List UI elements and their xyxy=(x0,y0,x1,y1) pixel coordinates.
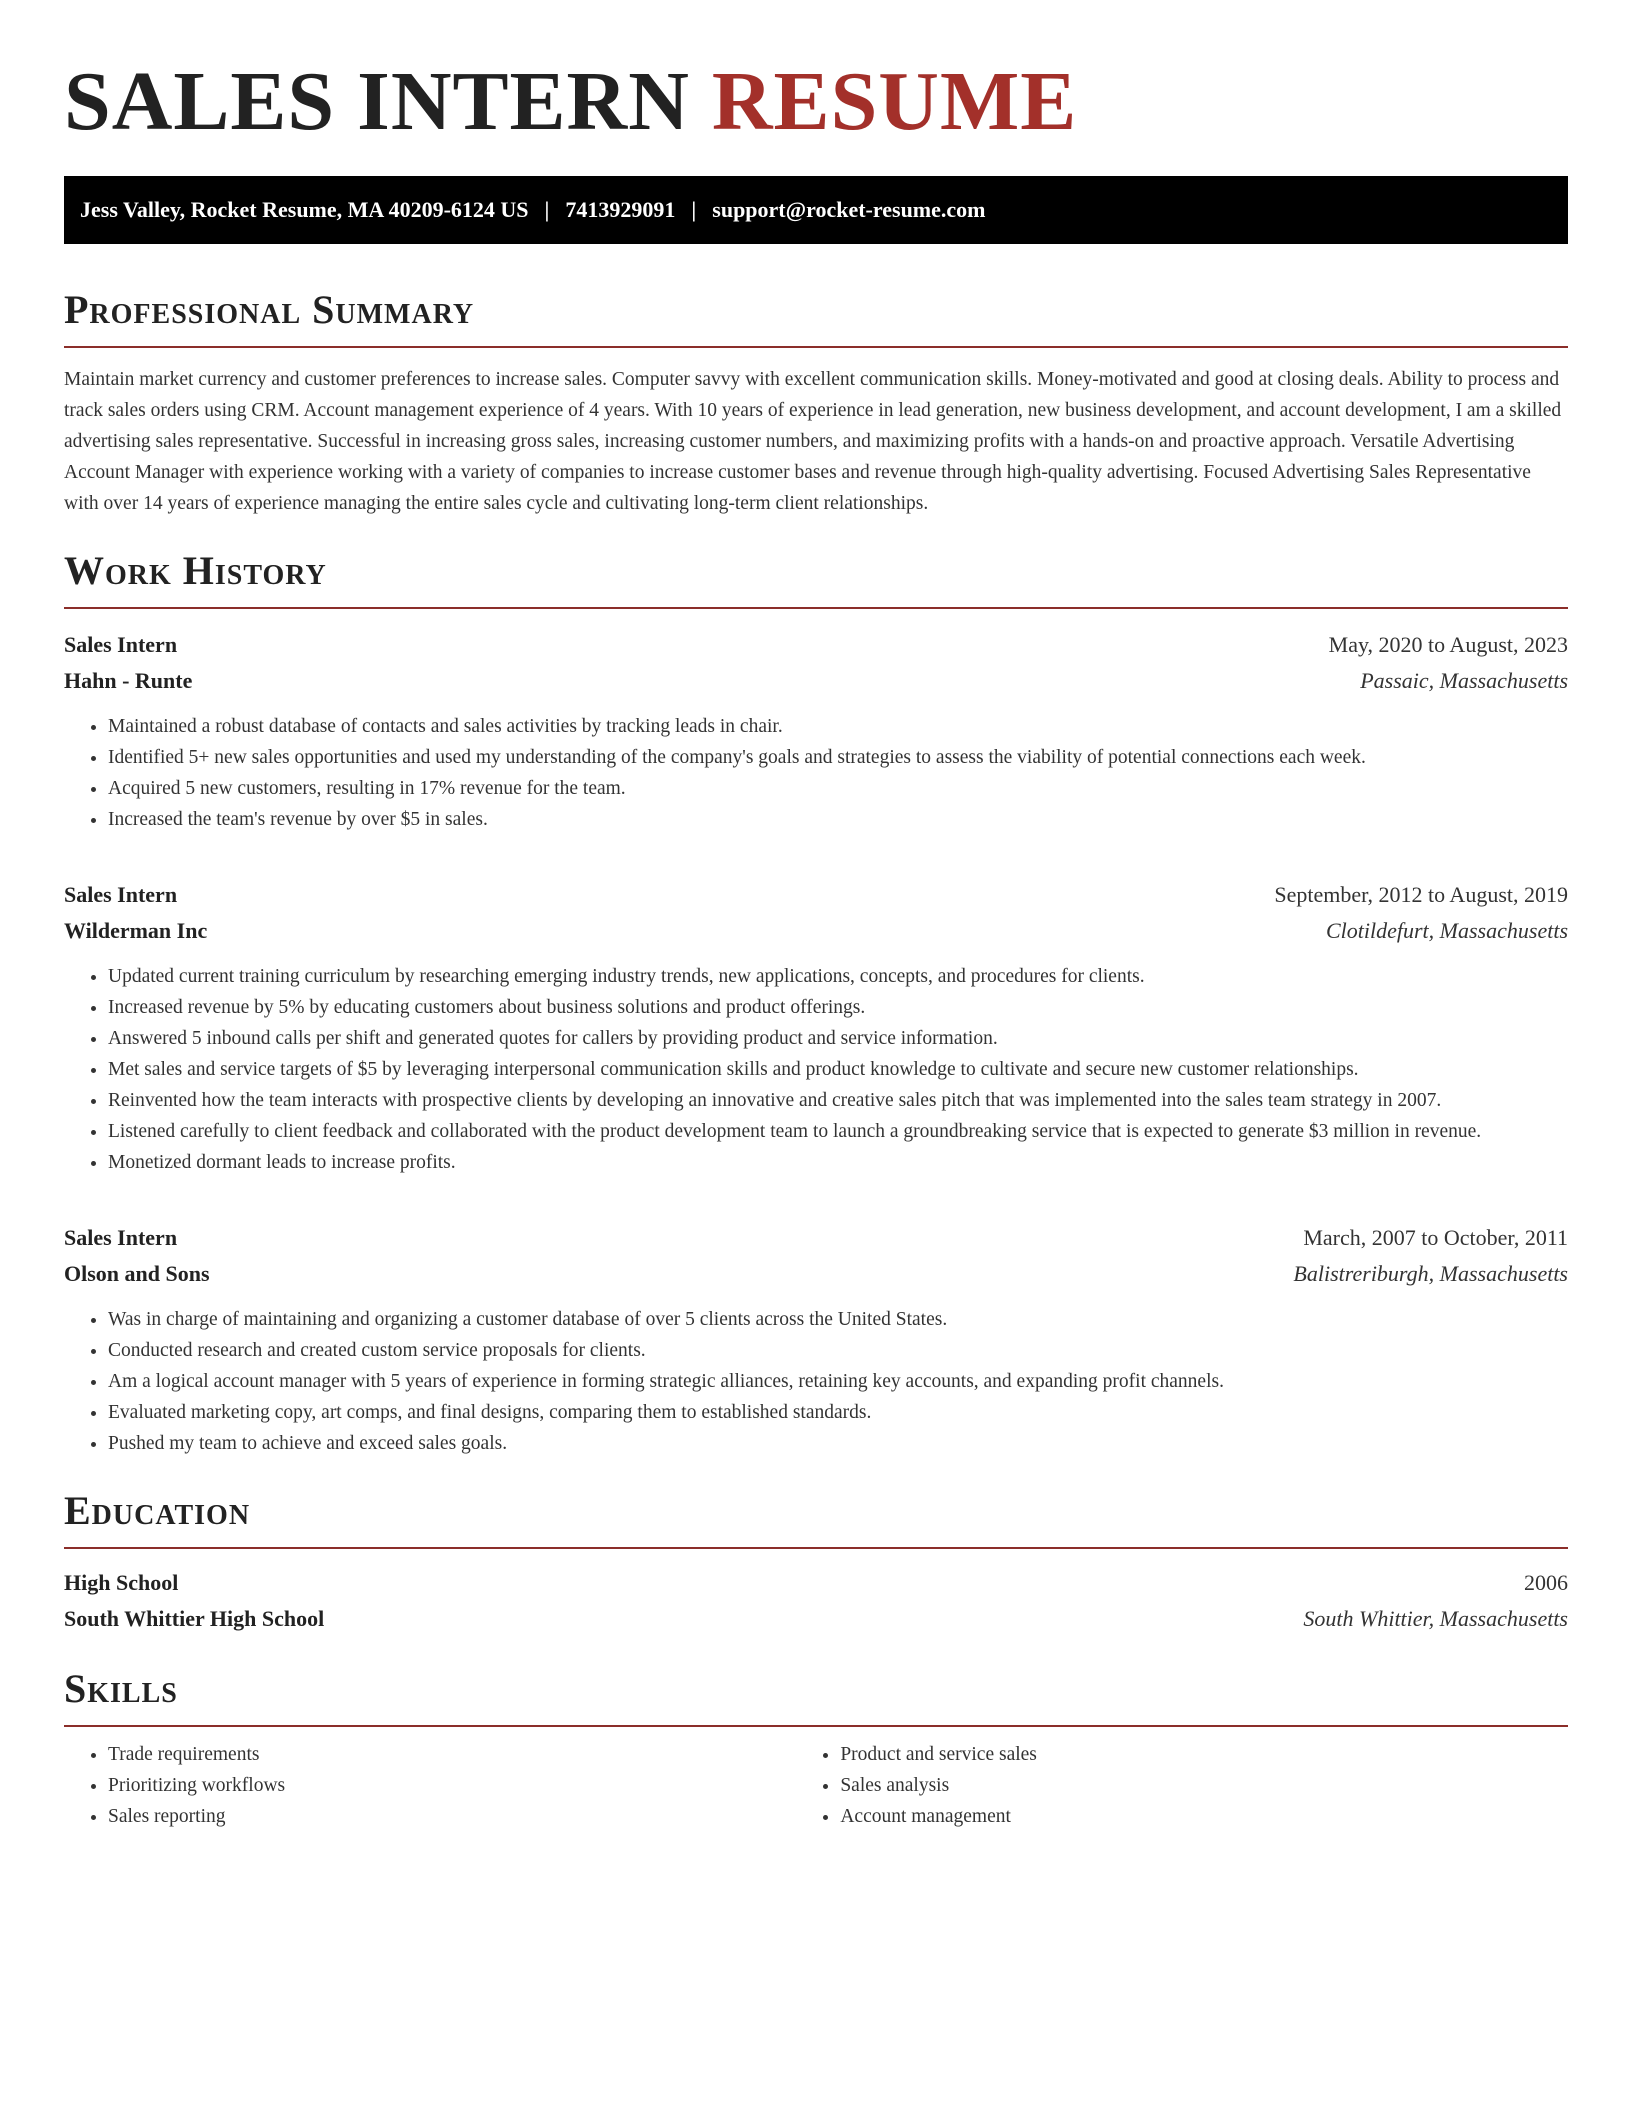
job-location: Clotildefurt, Massachusetts xyxy=(1326,918,1568,943)
list-item: • Updated current training curriculum by researching emerging industry trends, new applications, concepts, and procedures for clients. xyxy=(108,961,1568,992)
contact-email: support@rocket-resume.com xyxy=(712,197,986,222)
education-entry xyxy=(64,1565,1568,1637)
skill-item: • Trade requirements xyxy=(108,1739,796,1770)
list-item: • Increased revenue by 5% by educating customers about business solutions and product offerings. xyxy=(108,992,1568,1023)
work-history-heading: Work History xyxy=(64,549,1568,609)
contact-address: Jess Valley, Rocket Resume, MA 40209-6124 US xyxy=(80,197,529,222)
title-main: SALES INTERN xyxy=(64,55,690,148)
job-company: Hahn - Runte xyxy=(64,668,193,693)
skill-item: • Product and service sales xyxy=(840,1739,1568,1770)
contact-phone: 7413929091 xyxy=(565,197,676,222)
list-item: • Answered 5 inbound calls per shift and generated quotes for callers by providing product and service information. xyxy=(108,1023,1568,1054)
skill-item: • Prioritizing workflows xyxy=(108,1770,796,1801)
list-item: • Identified 5+ new sales opportunities and used my understanding of the company's goals and strategies to assess the viability of potential connections each week. xyxy=(108,742,1568,773)
skill-item: • Sales reporting xyxy=(108,1801,796,1832)
skills-heading: Skills xyxy=(64,1667,1568,1727)
education-section xyxy=(64,1489,1568,1637)
education-heading: Education xyxy=(64,1489,1568,1549)
summary-section xyxy=(64,288,1568,519)
job-entry xyxy=(64,627,1568,835)
job-location: Passaic, Massachusetts xyxy=(1360,668,1568,693)
list-item: • Monetized dormant leads to increase profits. xyxy=(108,1147,1568,1178)
list-item: • Increased the team's revenue by over $5 in sales. xyxy=(108,804,1568,835)
list-item: • Reinvented how the team interacts with prospective clients by developing an innovative and creative sales pitch that was implemented into the sales team strategy in 2007. xyxy=(108,1085,1568,1116)
list-item: • Met sales and service targets of $5 by leveraging interpersonal communication skills and product knowledge to cultivate and secure new customer relationships. xyxy=(108,1054,1568,1085)
skills-section xyxy=(64,1667,1568,1832)
skills-list-right xyxy=(796,1739,1568,1832)
job-role: Sales Intern xyxy=(64,632,178,657)
education-school: South Whittier High School xyxy=(64,1606,325,1631)
job-dates: September, 2012 to August, 2019 xyxy=(1274,882,1568,907)
job-dates: May, 2020 to August, 2023 xyxy=(1328,632,1568,657)
skills-columns xyxy=(64,1739,1568,1832)
job-bullets xyxy=(64,961,1568,1178)
list-item: • Was in charge of maintaining and organizing a customer database of over 5 clients across the United States. xyxy=(108,1304,1568,1335)
job-role: Sales Intern xyxy=(64,1225,178,1250)
job-entry xyxy=(64,877,1568,1178)
list-item: • Am a logical account manager with 5 years of experience in forming strategic alliances, retaining key accounts, and expanding profit channels. xyxy=(108,1366,1568,1397)
contact-bar xyxy=(64,176,1568,244)
job-bullets xyxy=(64,711,1568,835)
job-dates: March, 2007 to October, 2011 xyxy=(1303,1225,1568,1250)
job-role: Sales Intern xyxy=(64,882,178,907)
job-company: Wilderman Inc xyxy=(64,918,208,943)
list-item: • Evaluated marketing copy, art comps, and final designs, comparing them to established standards. xyxy=(108,1397,1568,1428)
education-degree: High School xyxy=(64,1570,179,1595)
skills-list-left xyxy=(64,1739,796,1832)
work-history-section xyxy=(64,549,1568,1459)
contact-separator: | xyxy=(691,197,697,222)
job-bullets xyxy=(64,1304,1568,1459)
job-entry xyxy=(64,1220,1568,1459)
job-location: Balistreriburgh, Massachusetts xyxy=(1293,1261,1568,1286)
skill-item: • Account management xyxy=(840,1801,1568,1832)
summary-text: Maintain market currency and customer preferences to increase sales. Computer savvy with excellent communication skills. Money-motivated and good at closing deals. Ability to process and track sales orders using CRM. Account management experience of 4 years. With 10 years of experience in lead generation, new business development, and account development, I am a skilled advertising sales representative. Successful in increasing gross sales, increasing customer numbers, and maximizing profits with a hands-on and proactive approach. Versatile Advertising Account Manager with experience working with a variety of companies to increase customer bases and revenue through high-quality advertising. Focused Advertising Sales Representative with over 14 years of experience managing the entire sales cycle and cultivating long-term client relationships. xyxy=(64,369,1562,514)
job-company: Olson and Sons xyxy=(64,1261,210,1286)
education-year: 2006 xyxy=(1524,1570,1568,1595)
skill-item: • Sales analysis xyxy=(840,1770,1568,1801)
title-accent: RESUME xyxy=(711,55,1078,148)
list-item: • Pushed my team to achieve and exceed sales goals. xyxy=(108,1428,1568,1459)
list-item: • Listened carefully to client feedback and collaborated with the product development team to launch a groundbreaking service that is expected to generate $3 million in revenue. xyxy=(108,1116,1568,1147)
resume-title xyxy=(64,0,1568,176)
summary-heading: Professional Summary xyxy=(64,288,1568,348)
list-item: • Acquired 5 new customers, resulting in 17% revenue for the team. xyxy=(108,773,1568,804)
list-item: • Maintained a robust database of contacts and sales activities by tracking leads in chair. xyxy=(108,711,1568,742)
list-item: • Conducted research and created custom service proposals for clients. xyxy=(108,1335,1568,1366)
education-location: South Whittier, Massachusetts xyxy=(1303,1606,1568,1631)
contact-separator: | xyxy=(544,197,550,222)
